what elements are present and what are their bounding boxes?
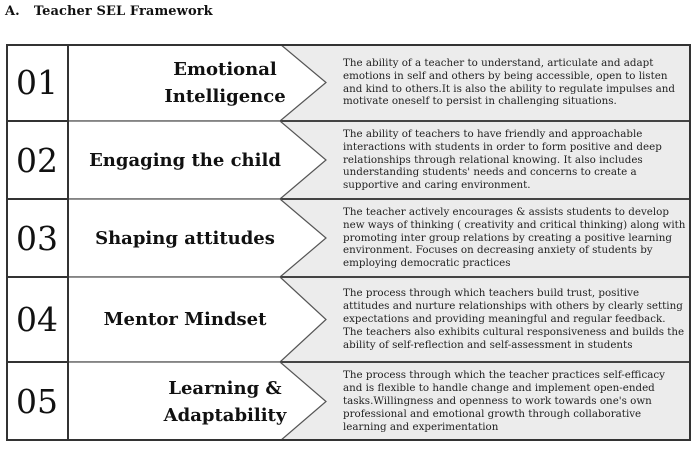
step-number: 02: [16, 140, 58, 180]
sel-framework-table: [6, 44, 691, 441]
competency-description: The teacher actively encourages & assists students to develop new ways of thinking ( creativity and critical thinking) along with promoting inter group relations by creating a positive learning environment. Focuses on decreasing anxiety of students by employing democratic practices: [343, 205, 686, 270]
section-label: A.: [5, 4, 20, 19]
competency-description: The ability of a teacher to understand, articulate and adapt emotions in self and others by being accessible, open to listen and kind to others.It is also the ability to regulate impulses and motivate oneself to persist in challenging situations.: [343, 56, 675, 108]
competency-title: Emotional Intelligence: [164, 58, 286, 107]
step-number: 04: [16, 300, 58, 339]
figure-title: Teacher SEL Framework: [33, 4, 213, 19]
figure-heading: [5, 4, 213, 19]
competency-description: The process through which teachers build trust, positive attitudes and nurture relationships with others by clearly setting expectations and providing meaningful and regular feedback. The teachers also exhibits cultural responsiveness and builds the ability of self-reflection and self-assessment in students: [343, 287, 685, 351]
step-number: 05: [16, 382, 58, 421]
step-number: 01: [16, 63, 58, 102]
competency-title: Mentor Mindset: [103, 309, 267, 330]
competency-description: The process through which the teacher practices self-efficacy and is flexible to handle change and implement open-ended tasks.Willingness and openness to work towards one's own professional and emotional growth through collaborative learning and experimentation: [343, 369, 665, 433]
competency-title: Learning & Adaptability: [163, 377, 287, 426]
competency-title: Engaging the child: [89, 149, 281, 171]
competency-title: Shaping attitudes: [95, 227, 275, 249]
competency-description: The ability of teachers to have friendly and approachable interactions with students in order to form positive and deep relationships through relational knowing. It also includes understanding students' needs and concerns to create a supportive and caring environment.: [343, 127, 662, 192]
step-number: 03: [16, 218, 58, 258]
